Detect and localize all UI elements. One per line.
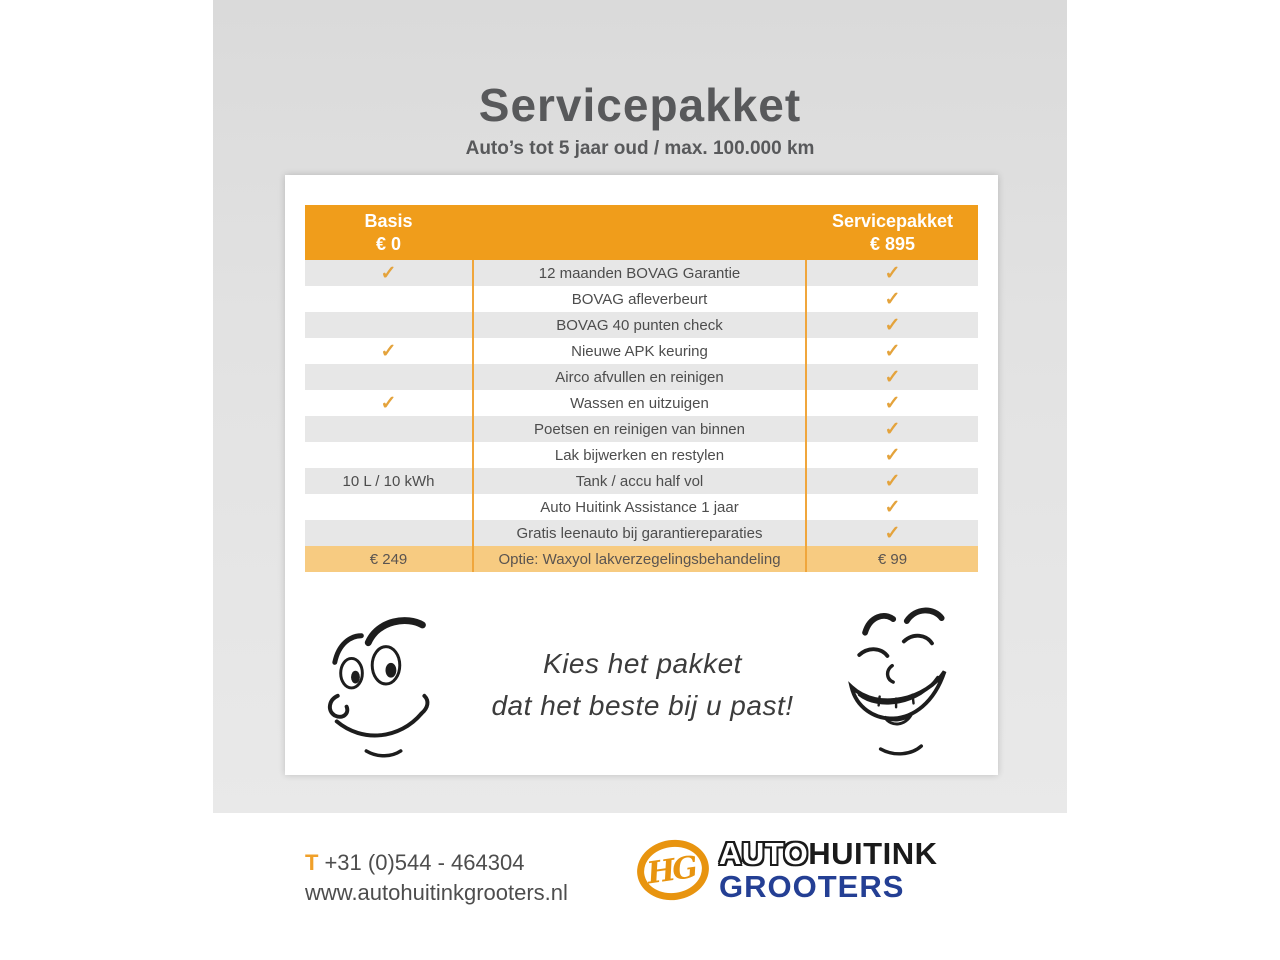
table-row <box>305 260 978 286</box>
feature-label-cell: Tank / accu half vol <box>472 468 807 494</box>
website-link[interactable]: www.autohuitinkgrooters.nl <box>305 879 568 905</box>
table-body <box>305 260 978 572</box>
feature-label-cell: Auto Huitink Assistance 1 jaar <box>472 494 807 520</box>
feature-label-cell: Gratis leenauto bij garantiereparaties <box>472 520 807 546</box>
servicepakket-cell <box>807 312 978 338</box>
servicepakket-cell: € 99 <box>807 546 978 572</box>
column-header-basis <box>305 205 472 260</box>
check-icon: ✓ <box>884 262 901 284</box>
check-icon: ✓ <box>884 366 901 388</box>
basis-cell: € 249 <box>305 546 472 572</box>
feature-label-cell: Optie: Waxyol lakverzegelingsbehandeling <box>472 546 807 572</box>
servicepakket-cell <box>807 416 978 442</box>
check-icon: ✓ <box>884 392 901 414</box>
feature-label-cell: Poetsen en reinigen van binnen <box>472 416 807 442</box>
basis-cell: 10 L / 10 kWh <box>305 468 472 494</box>
basis-cell <box>305 312 472 338</box>
comparison-table <box>305 205 978 572</box>
hg-monogram-icon <box>633 835 713 904</box>
basis-price: € 0 <box>375 233 402 254</box>
page-subtitle: Auto’s tot 5 jaar oud / max. 100.000 km <box>465 138 815 159</box>
check-icon: ✓ <box>380 262 397 284</box>
table-row <box>305 468 978 494</box>
table-row <box>305 494 978 520</box>
phone-prefix: T <box>305 850 319 875</box>
basis-cell <box>305 520 472 546</box>
table-row <box>305 286 978 312</box>
basis-cell <box>305 390 472 416</box>
check-icon: ✓ <box>884 314 901 336</box>
table-row <box>305 338 978 364</box>
feature-label-cell: Wassen en uitzuigen <box>472 390 807 416</box>
logo-line-1 <box>719 838 937 869</box>
check-icon: ✓ <box>884 418 901 440</box>
check-icon: ✓ <box>380 340 397 362</box>
check-icon: ✓ <box>380 392 397 414</box>
feature-label-cell: BOVAG afleverbeurt <box>472 286 807 312</box>
servicepakket-price: € 895 <box>869 233 916 254</box>
feature-label-cell: Nieuwe APK keuring <box>472 338 807 364</box>
table-header <box>305 205 978 260</box>
servicepakket-cell <box>807 520 978 546</box>
quote-line-1: Kies het pakket <box>543 648 742 679</box>
basis-cell <box>305 338 472 364</box>
table-row <box>305 546 978 572</box>
table-row <box>305 390 978 416</box>
flyer-background <box>213 0 1067 813</box>
feature-label-cell: Lak bijwerken en restylen <box>472 442 807 468</box>
table-row <box>305 364 978 390</box>
feature-label-cell: 12 maanden BOVAG Garantie <box>472 260 807 286</box>
servicepakket-cell <box>807 260 978 286</box>
hg-monogram-text: HG <box>644 849 698 891</box>
check-icon: ✓ <box>884 340 901 362</box>
feature-label-cell: BOVAG 40 punten check <box>472 312 807 338</box>
logo-word-auto: AUTO <box>719 836 809 871</box>
table-row <box>305 312 978 338</box>
basis-cell <box>305 260 472 286</box>
servicepakket-cell <box>807 442 978 468</box>
servicepakket-label: Servicepakket <box>831 211 954 231</box>
check-icon: ✓ <box>884 470 901 492</box>
service-card <box>285 175 998 775</box>
check-icon: ✓ <box>884 288 901 310</box>
smiley-right-icon <box>836 607 962 763</box>
basis-cell <box>305 286 472 312</box>
quote-text <box>491 643 793 727</box>
basis-cell <box>305 494 472 520</box>
feature-label-cell: Airco afvullen en reinigen <box>472 364 807 390</box>
servicepakket-cell <box>807 364 978 390</box>
servicepakket-cell <box>807 286 978 312</box>
table-row <box>305 520 978 546</box>
basis-cell <box>305 364 472 390</box>
check-icon: ✓ <box>884 444 901 466</box>
dealer-logo-text <box>719 838 937 902</box>
basis-label: Basis <box>364 211 413 231</box>
logo-word-huitink: HUITINK <box>808 836 938 871</box>
servicepakket-cell <box>807 390 978 416</box>
footer-contact <box>305 848 568 907</box>
quote-line-2: dat het beste bij u past! <box>491 690 794 721</box>
phone-line <box>305 848 568 878</box>
basis-cell <box>305 442 472 468</box>
servicepakket-cell <box>807 468 978 494</box>
table-row <box>305 442 978 468</box>
table-row <box>305 416 978 442</box>
quote-section <box>285 605 998 765</box>
servicepakket-cell <box>807 494 978 520</box>
logo-word-grooters: GROOTERS <box>719 869 905 904</box>
column-header-servicepakket <box>807 205 978 260</box>
column-header-spacer <box>472 205 807 260</box>
servicepakket-cell <box>807 338 978 364</box>
check-icon: ✓ <box>884 496 901 518</box>
page-title: Servicepakket <box>478 79 802 131</box>
phone-number: +31 (0)544 - 464304 <box>324 850 525 875</box>
check-icon: ✓ <box>884 522 901 544</box>
dealer-logo <box>637 838 937 902</box>
smiley-left-icon <box>321 611 449 759</box>
basis-cell <box>305 416 472 442</box>
